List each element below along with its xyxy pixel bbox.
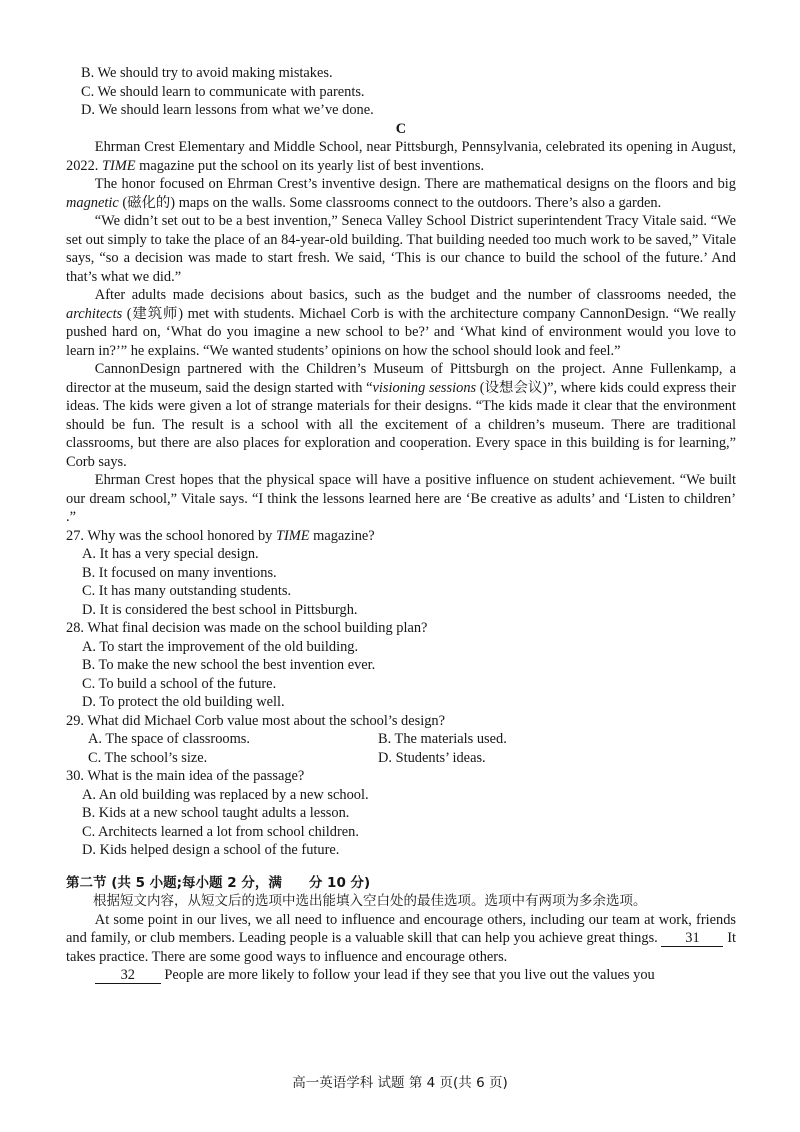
blank-31: 31: [661, 931, 723, 947]
question-30: [66, 767, 736, 860]
option-c: C. Architects learned a lot from school children.: [82, 823, 359, 840]
section-2-paragraph-2: 32 People are more likely to follow your lead if they see that you live out the values you: [66, 966, 736, 985]
blank-32: 32: [95, 968, 161, 984]
option-a: A. The space of classrooms.: [88, 731, 250, 747]
question-28: [66, 619, 736, 712]
option-row: [66, 730, 736, 749]
option-a: A. It has a very special design.: [82, 546, 259, 562]
option-a: A. To start the improvement of the old building.: [82, 638, 359, 655]
option-d: D. Students’ ideas.: [378, 749, 486, 766]
passage-paragraph-4: After adults made decisions about basics, such as the budget and the number of classrooms needed, the architects (建筑师) met with students. Michael Corb is with the architecture company CannonDesign. “We really pushed hard on, ‘What do you imagine a new school to be?’ and ‘What kind of environment would you love to learn in?’” he explains. “We wanted students’ opinions on how the school should look and feel.”: [66, 287, 736, 359]
passage-paragraph-6: Ehrman Crest hopes that the physical space will have a positive influence on student achievement. “We built our dream school,” Vitale says. “I think the lessons learned here are ‘Be creative as adults’ and ‘Listen to children’ .”: [66, 472, 736, 525]
option-a: A. An old building was replaced by a new school.: [82, 786, 369, 803]
question-stem: 30. What is the main idea of the passage?: [66, 768, 305, 784]
prev-option-c: C. We should learn to communicate with parents.: [81, 83, 365, 100]
prev-option-b: B. We should try to avoid making mistakes.: [81, 65, 333, 81]
passage-paragraph-1: Ehrman Crest Elementary and Middle School, near Pittsburgh, Pennsylvania, celebrated its opening in August, 2022. TIME magazine put the school on its yearly list of best inventions.: [66, 139, 736, 174]
option-b: B. To make the new school the best invention ever.: [82, 657, 376, 673]
question-27: [66, 527, 736, 620]
section-2-heading: 第二节 (共 5 小题;每小题 2 分，满 分 10 分): [66, 874, 371, 891]
option-d: D. To protect the old building well.: [82, 694, 285, 710]
page-content: [66, 64, 736, 985]
question-29: [66, 712, 736, 768]
question-stem: 27. Why was the school honored by TIME magazine?: [66, 527, 375, 544]
option-b: B. The materials used.: [378, 731, 507, 747]
question-stem: 29. What did Michael Corb value most about the school’s design?: [66, 712, 446, 729]
option-b: B. It focused on many inventions.: [82, 564, 277, 581]
prev-option-d: D. We should learn lessons from what we’ve done.: [81, 102, 374, 118]
passage-label: C: [395, 120, 407, 137]
option-d: D. It is considered the best school in Pittsburgh.: [82, 601, 358, 618]
section-2-instruction: 根据短文内容，从短文后的选项中选出能填入空白处的最佳选项。选项中有两项为多余选项。: [93, 893, 647, 909]
passage-paragraph-2: The honor focused on Ehrman Crest’s inventive design. There are mathematical designs on the floors and big magnetic (磁化的) maps on the walls. Some classrooms connect to the outdoors. There’s also a garden.: [66, 176, 736, 211]
page-footer: 高一英语学科 试题 第 4 页(共 6 页): [292, 1075, 508, 1091]
option-row: [66, 749, 736, 768]
section-2-paragraph-1: At some point in our lives, we all need to influence and encourage others, including our team at work, friends and family, or club members. Leading people is a valuable skill that can help you achieve great things. 31 It takes practice. There are some good ways to influence and encourage others.: [66, 911, 736, 965]
option-c: C. It has many outstanding students.: [82, 583, 292, 599]
passage-paragraph-5: CannonDesign partnered with the Children’s Museum of Pittsburgh on the project. Anne Fullenkamp, a director at the museum, said the design started with “visioning sessions (设想会议)”, where kids could express their ideas. The kids were given a lot of strange materials for their designs. “The kids made it clear that the environment should be fun. The result is a school with all the excitement of a children’s museum. There are traditional classrooms, but there are also places for exploration and cooperation. Every space in this building is for learning,” Corb says.: [66, 361, 736, 470]
option-d: D. Kids helped design a school of the future.: [82, 842, 340, 858]
option-c: C. The school’s size.: [88, 749, 208, 766]
option-c: C. To build a school of the future.: [82, 675, 277, 692]
option-b: B. Kids at a new school taught adults a lesson.: [82, 805, 350, 821]
question-stem: 28. What final decision was made on the school building plan?: [66, 620, 428, 636]
passage-paragraph-3: “We didn’t set out to be a best invention,” Seneca Valley School District superintendent Tracy Vitale said. “We set out simply to take the place of an 84-year-old building. That building needed too much work to be saved,” Vitale says, “so a decision was made to start fresh. We said, ‘This is our chance to build the school of the future.’ And that’s what we did.”: [66, 213, 736, 285]
